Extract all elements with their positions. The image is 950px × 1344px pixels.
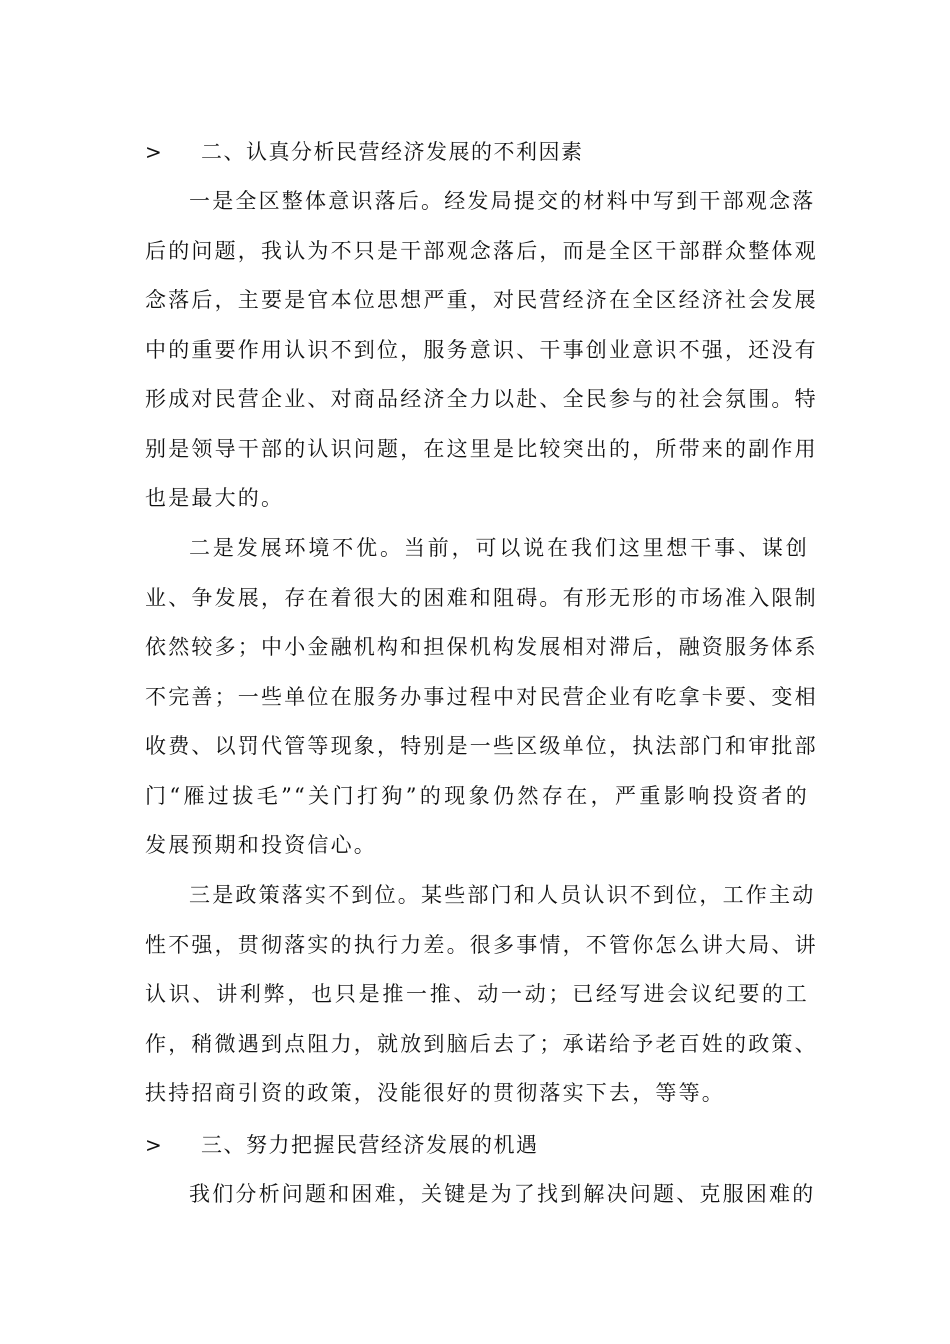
text-line: 一是全区整体意识落后。经发局提交的材料中写到干部观念落 — [189, 189, 816, 213]
bullet-arrow-icon: > — [145, 1133, 162, 1157]
text-line: 依然较多；中小金融机构和担保机构发展相对滞后，融资服务体系 — [145, 635, 818, 659]
text-line: 也是最大的。 — [145, 486, 285, 510]
section-heading-2 — [145, 127, 825, 177]
section-heading-3 — [145, 1120, 825, 1170]
text-line: 二是发展环境不优。当前，可以说在我们这里想干事、谋创 — [189, 536, 809, 560]
text-line: 作，稍微遇到点阻力，就放到脑后去了；承诺给予老百姓的政策、 — [145, 1031, 818, 1056]
text-line: 别是领导干部的认识问题，在这里是比较突出的，所带来的副作用 — [145, 436, 818, 461]
text-line: 性不强，贯彻落实的执行力差。很多事情，不管你怎么讲大局、讲 — [145, 932, 818, 957]
text-line: 扶持招商引资的政策，没能很好的贯彻落实下去，等等。 — [145, 1081, 725, 1105]
paragraph-1 — [145, 177, 818, 524]
text-line: 形成对民营企业、对商品经济全力以赴、全民参与的社会氛围。特 — [145, 387, 818, 411]
text-line: 我们分析问题和困难，关键是为了找到解决问题、克服困难的 — [189, 1182, 816, 1206]
text-line: 收费、以罚代管等现象，特别是一些区级单位，执法部门和审批部 — [145, 734, 818, 758]
paragraph-3 — [145, 871, 818, 1119]
text-line: 业、争发展，存在着很大的困难和阻碍。有形无形的市场准入限制 — [145, 585, 818, 610]
bullet-arrow-icon: > — [145, 140, 162, 164]
paragraph-2 — [145, 524, 818, 871]
text-line: 门“雁过拔毛”“关门打狗”的现象仍然存在，严重影响投资者的 — [145, 783, 809, 808]
text-line: 发展预期和投资信心。 — [145, 833, 377, 857]
paragraph-4 — [145, 1170, 816, 1220]
text-line: 后的问题，我认为不只是干部观念落后，而是全区干部群众整体观 — [145, 238, 818, 263]
text-line: 三是政策落实不到位。某些部门和人员认识不到位，工作主动 — [189, 883, 816, 907]
text-line: 中的重要作用认识不到位，服务意识、干事创业意识不强，还没有 — [145, 337, 818, 362]
text-line: 不完善；一些单位在服务办事过程中对民营企业有吃拿卡要、变相 — [145, 684, 818, 709]
section-title: 三、努力把握民营经济发展的机遇 — [201, 1133, 539, 1157]
text-line: 认识、讲利弊，也只是推一推、动一动；已经写进会议纪要的工 — [145, 982, 809, 1006]
text-line: 念落后，主要是官本位思想严重，对民营经济在全区经济社会发展 — [145, 288, 818, 312]
section-title: 二、认真分析民营经济发展的不利因素 — [201, 140, 584, 164]
